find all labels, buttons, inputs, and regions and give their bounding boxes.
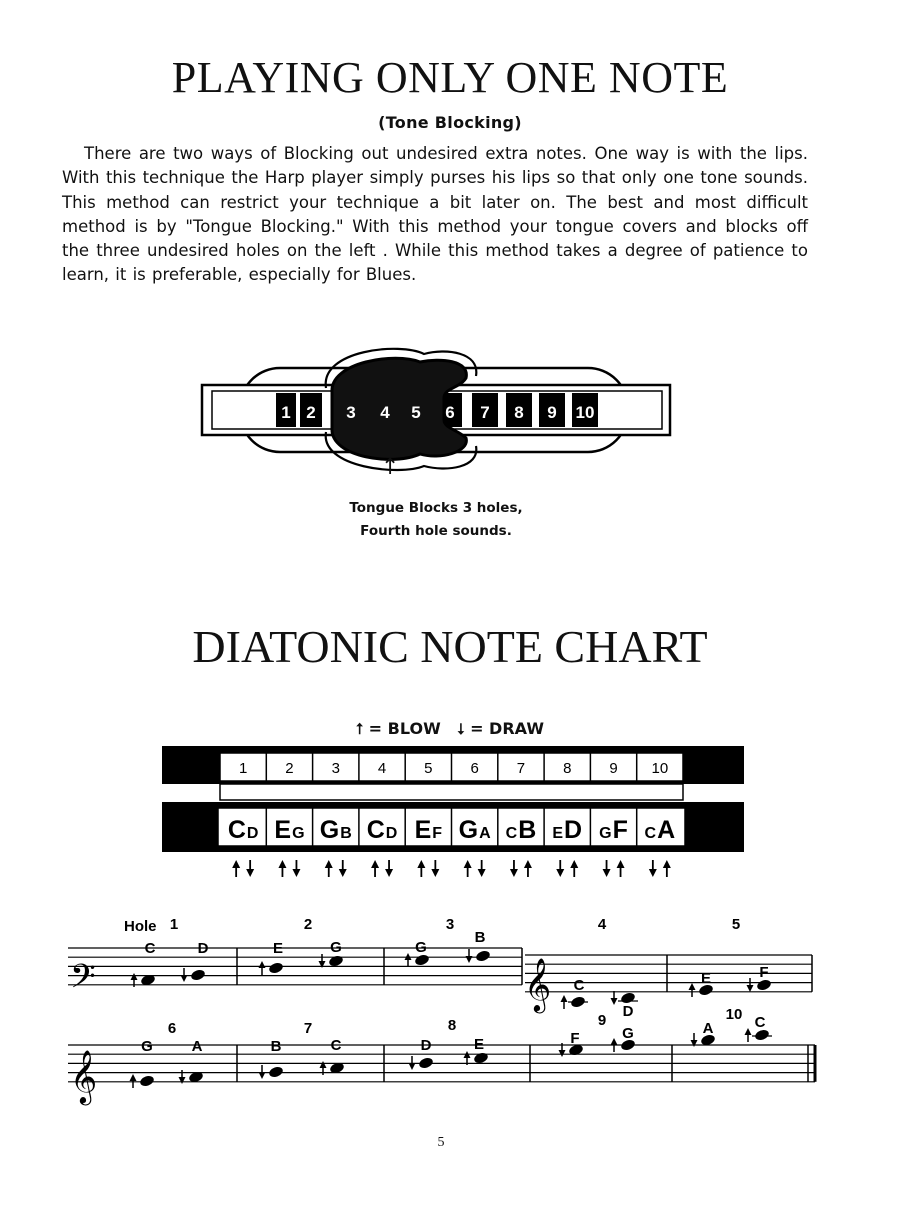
blow-note: E: [414, 816, 432, 844]
note-letter: C: [573, 977, 585, 994]
note-letter: G: [415, 939, 427, 956]
note-head: [268, 1065, 284, 1078]
blow-note: F: [612, 816, 628, 844]
note-letter: G: [622, 1025, 634, 1042]
staff-hole-9: 9: [597, 1012, 607, 1029]
section-title-note-chart: DIATONIC NOTE CHART: [192, 621, 708, 672]
note-letter: B: [474, 929, 486, 946]
chart-hole-9: 9: [609, 760, 618, 777]
draw-label: = DRAW: [470, 719, 544, 738]
hole-2-label: 2: [306, 403, 316, 422]
caption-line-2: Fourth hole sounds.: [360, 523, 512, 539]
chart-hole-4: 4: [377, 760, 387, 777]
draw-arrow-icon: [611, 998, 618, 1005]
blow-arrow-icon: [745, 1028, 752, 1035]
staff-hole-2: 2: [303, 916, 313, 933]
note-letter: F: [570, 1030, 580, 1047]
blow-note: B: [518, 816, 537, 844]
staff-hole-10: 10: [725, 1006, 743, 1023]
blow-arrow-icon: [611, 1038, 618, 1045]
treble-clef-icon: 𝄞: [70, 1050, 98, 1102]
note-head: [268, 961, 284, 974]
blow-note: D: [564, 816, 583, 844]
note-head: [570, 995, 586, 1008]
staff-hole-7: 7: [303, 1020, 313, 1037]
draw-note: A: [479, 825, 491, 842]
hole-3-label: 3: [346, 403, 356, 422]
chart-middle-strip: [220, 784, 683, 800]
blow-arrow-icon: [689, 983, 696, 990]
draw-note: G: [599, 825, 612, 842]
blow-arrow-icon: [130, 1074, 137, 1081]
note-letter: D: [622, 1003, 634, 1020]
blow-draw-legend: [0, 719, 900, 738]
staff-hole-5: 5: [731, 916, 741, 933]
blow-note: G: [319, 816, 340, 844]
staff-hole-3: 3: [445, 916, 455, 933]
note-head: [328, 954, 344, 967]
chart-hole-2: 2: [285, 760, 294, 777]
hole-prefix-label: Hole: [124, 918, 157, 935]
blow-note: C: [366, 816, 385, 844]
draw-note: C: [505, 825, 518, 842]
note-letter: E: [700, 970, 712, 987]
staff-row-2: [68, 1006, 815, 1105]
chart-hole-3: 3: [331, 760, 340, 777]
staff-hole-6: 6: [167, 1020, 177, 1037]
blow-label: = BLOW: [368, 719, 441, 738]
staff-row-1: [68, 916, 812, 1020]
note-letter: D: [420, 1037, 432, 1054]
note-letter: C: [330, 1037, 342, 1054]
blow-note: C: [227, 816, 246, 844]
note-head: [190, 968, 206, 981]
draw-note: G: [292, 825, 305, 842]
draw-arrow-icon: ⭣: [457, 720, 465, 738]
blow-arrow-icon: [131, 973, 138, 980]
note-letter: B: [270, 1038, 282, 1055]
blow-arrow-icon: [259, 961, 266, 968]
staff-hole-4: 4: [597, 916, 607, 933]
chart-hole-5: 5: [424, 760, 433, 777]
blow-arrow-icon: [561, 995, 568, 1002]
draw-arrow-icon: [559, 1050, 566, 1057]
note-letter: E: [272, 940, 284, 957]
note-letter: E: [473, 1036, 485, 1053]
bass-clef-icon: 𝄢: [70, 959, 96, 1003]
draw-arrow-icon: [691, 1040, 698, 1047]
caption-line-1: Tongue Blocks 3 holes,: [349, 500, 523, 516]
note-letter: G: [330, 939, 342, 956]
blow-note: G: [458, 816, 479, 844]
hole-1-label: 1: [281, 403, 291, 422]
note-letter: D: [197, 940, 209, 957]
hole-9-label: 9: [547, 403, 557, 422]
section-title-tone-blocking: PLAYING ONLY ONE NOTE: [171, 53, 729, 102]
blow-arrow-icon: ⭡: [356, 720, 364, 738]
draw-note: D: [385, 825, 398, 842]
draw-note: B: [340, 825, 352, 842]
diagram-caption: [0, 497, 872, 543]
hole-5-label: 5: [411, 403, 421, 422]
blow-arrow-icon: [405, 953, 412, 960]
draw-note: F: [432, 825, 443, 842]
blow-note: A: [657, 816, 676, 844]
draw-arrow-icon: [409, 1063, 416, 1070]
draw-note: D: [246, 825, 259, 842]
page-number: 5: [437, 1135, 445, 1150]
hole-8-label: 8: [514, 403, 524, 422]
note-head: [473, 1051, 489, 1064]
staff-hole-1: 1: [169, 916, 179, 933]
chart-hole-8: 8: [563, 760, 572, 777]
chart-hole-7: 7: [516, 760, 526, 777]
note-letter: C: [144, 940, 156, 957]
chart-hole-6: 6: [470, 760, 479, 777]
staff-hole-8: 8: [447, 1017, 457, 1034]
note-letter: A: [191, 1038, 203, 1055]
note-letter: A: [702, 1020, 714, 1037]
chart-blow-draw-arrows: [232, 860, 671, 877]
blow-note: E: [274, 816, 292, 844]
note-head: [139, 1074, 155, 1087]
chart-hole-10: 10: [651, 760, 669, 777]
pointer-arrow-icon: ↑: [381, 455, 400, 480]
blow-arrow-icon: [320, 1061, 327, 1068]
hole-6-label: 6: [445, 403, 455, 422]
hole-4-label: 4: [380, 403, 390, 422]
note-letter: G: [141, 1038, 153, 1055]
body-paragraph: There are two ways of Blocking out undesired extra notes. One way is with the lips. With this technique the Harp player simply purses his lips so that only one tone sounds. This method can restrict your technique a bit later on. The best and most difficult method is by "Tongue Blocking." With this method your tongue covers and blocks off the three undesired holes on the left . While this method takes a degree of patience to learn, it is preferable, especially for Blues.: [62, 144, 808, 285]
draw-note: E: [552, 825, 564, 842]
draw-arrow-icon: [747, 985, 754, 992]
note-letter: F: [759, 964, 769, 981]
hole-7-label: 7: [480, 403, 490, 422]
chart-hole-1: 1: [238, 760, 248, 777]
note-letter: C: [754, 1014, 766, 1031]
section-subtitle: (Tone Blocking): [378, 113, 522, 132]
note-head: [418, 1056, 434, 1069]
draw-arrow-icon: [181, 975, 188, 982]
draw-arrow-icon: [466, 956, 473, 963]
draw-note: C: [644, 825, 657, 842]
treble-clef-icon: 𝄞: [524, 958, 552, 1010]
note-head: [475, 949, 491, 962]
draw-arrow-icon: [259, 1072, 266, 1079]
hole-10-label: 10: [575, 403, 595, 422]
draw-arrow-icon: [179, 1077, 186, 1084]
